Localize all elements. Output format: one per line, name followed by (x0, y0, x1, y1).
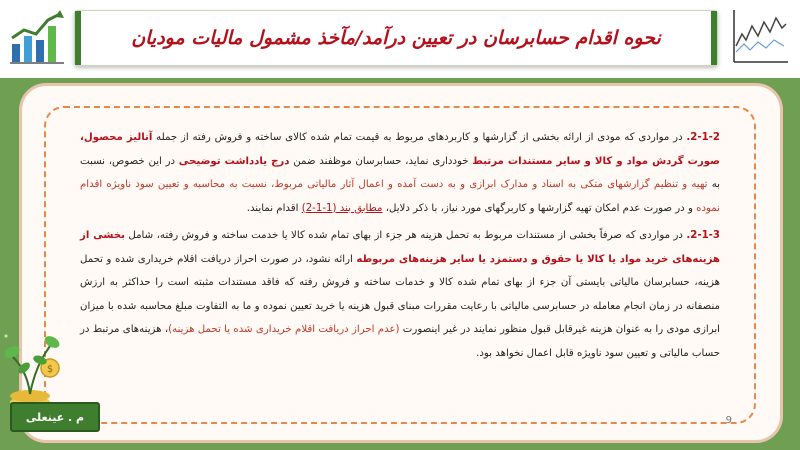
content-frame (44, 106, 756, 424)
chart-growth-icon (8, 8, 66, 66)
section-number: 2-1-3. (686, 230, 720, 241)
paragraph-text: در مواردی که صرفاً بخشی از مستندات مربوط به تحمل هزینه هر جزء از بهای تمام شده کالا یا خدمت ساخته و فروش رفته، شامل (124, 230, 687, 241)
page-title: نحوه اقدام حسابرسان در تعیین درآمد/مآخذ مشمول مالیات مودیان (131, 27, 661, 49)
paragraph-text: ارائه نشود، در صورت احراز دریافت اقلام خریداری شده و تحمل هزینه، حسابرسان مالیاتی بایستی آن جزء از بهای تمام شده کالا و خدمات ساخته و فروش رفته که فاقد مستندات مثبته است را حداکثر به ارزش منصفانه در زمان انجام معامله در حسابرسی مالیاتی با رعایت مقررات مبنای قبول هزینه یا خرید تعیین نموده و ما به التفاوت مبلغ محاسبه شده با میزان ابرازی مودی را به عنوان هزینه غیرقابل قبول منظور نمایند در غیر اینصورت (80, 253, 720, 335)
red-text: (عدم احراز دریافت اقلام خریداری شده یا تحمل هزینه) (168, 324, 400, 335)
paragraph-2-1-3 (80, 224, 720, 365)
paragraph-text: ، هزینه‌های مرتبط در حساب مالیاتی و تعیین سود ناویژه قابل اعمال نخواهد بود. (80, 324, 720, 359)
author-badge: م . عینعلی (10, 402, 100, 432)
paragraph-text: در این خصوص، نسبت به (80, 155, 721, 190)
highlight-text: آنالیز محصول، صورت گردش مواد و کالا و سایر مستندات مرتبط (80, 132, 720, 167)
title-accent-left (75, 11, 81, 65)
paragraph-2-1-2 (80, 126, 720, 220)
page-number: 9 (725, 415, 732, 426)
paragraph-text: و در صورت عدم امکان تهیه گزارشها و کاربرگهای مورد نیاز، با ذکر دلایل، (382, 202, 697, 214)
paragraph-text: در مواردی که مودی از ارائه بخشی از گزارشها و کاربردهای مربوط به قیمت تمام شده کالای ساخته و فروش رفته از جمله (152, 132, 687, 143)
highlight-text: بخشی از هزینه‌های خرید مواد یا کالا یا حقوق و دستمزد یا سایر هزینه‌های مربوطه (80, 230, 720, 265)
red-text: تهیه و تنظیم گزارشهای متکی به اسناد و مدارک ابرازی و به دست آمده و اعمال آثار مالیاتی مربوط، نسبت به محاسبه و تعیین سود ناویژه اقدام نموده (80, 179, 720, 214)
paragraph-text: خودداری نماید، حسابرسان موظفند ضمن (289, 155, 473, 167)
section-number: 2-1-2. (686, 132, 720, 143)
reference-link: مطابق بند (1-1-2) (301, 202, 383, 214)
svg-text:$: $ (46, 364, 54, 375)
paragraph-text: اقدام نمایند. (246, 202, 302, 214)
content-card (22, 86, 780, 440)
title-accent-right (711, 11, 717, 65)
line-chart-sketch-icon (728, 6, 790, 68)
highlight-text: درج یادداشت توضیحی (178, 155, 290, 167)
title-box (74, 10, 718, 66)
